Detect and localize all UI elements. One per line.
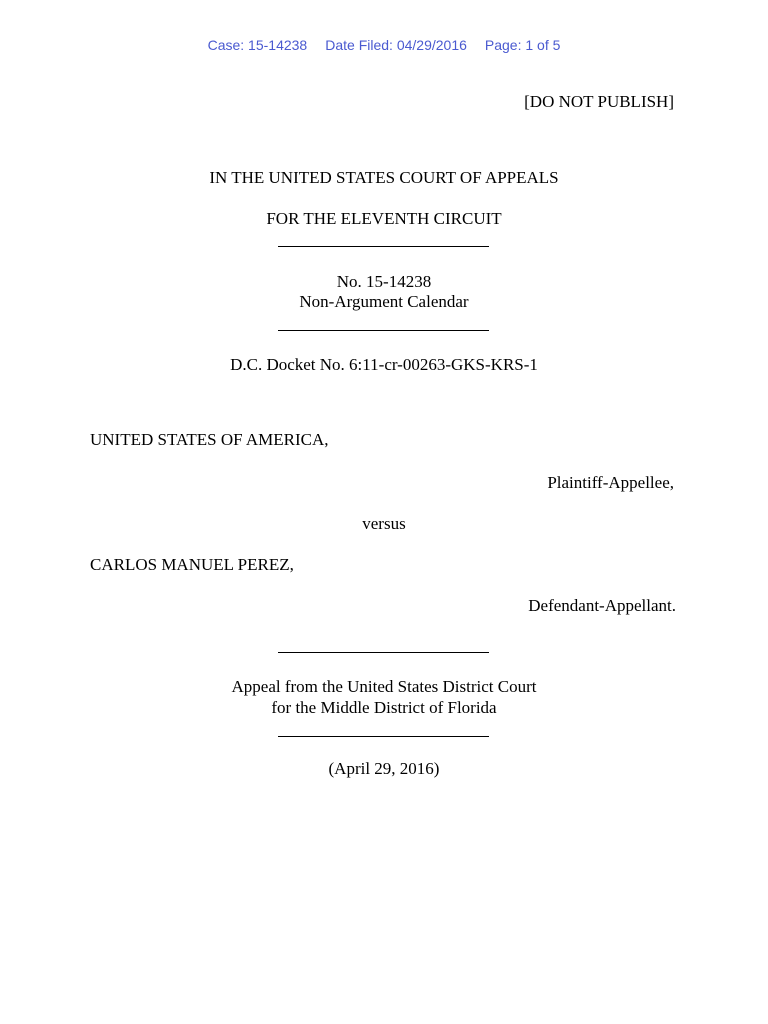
appeal-line2: for the Middle District of Florida [271, 698, 497, 717]
filing-header [0, 37, 768, 53]
versus-label: versus [362, 514, 406, 533]
divider-rule [278, 652, 489, 653]
case-number-stamp: Case: 15-14238 [207, 37, 308, 53]
appeal-line1: Appeal from the United States District Court [231, 677, 537, 696]
calendar-type: Non-Argument Calendar [299, 292, 469, 311]
plaintiff-role: Plaintiff-Appellee, [547, 473, 674, 492]
plaintiff-name: UNITED STATES OF AMERICA, [90, 430, 329, 449]
divider-rule [278, 330, 489, 331]
decision-date: (April 29, 2016) [328, 759, 440, 778]
date-filed-stamp: Date Filed: 04/29/2016 [325, 37, 467, 53]
page-count-stamp: Page: 1 of 5 [484, 37, 561, 53]
divider-rule [278, 246, 489, 247]
divider-rule [278, 736, 489, 737]
court-name-line2: FOR THE ELEVENTH CIRCUIT [266, 209, 502, 228]
case-number: No. 15-14238 [336, 272, 432, 291]
docket-number: D.C. Docket No. 6:11-cr-00263-GKS-KRS-1 [230, 355, 538, 374]
publish-notice: [DO NOT PUBLISH] [524, 92, 674, 111]
court-name-line1: IN THE UNITED STATES COURT OF APPEALS [209, 168, 559, 187]
defendant-name: CARLOS MANUEL PEREZ, [90, 555, 294, 574]
defendant-role: Defendant-Appellant. [528, 596, 676, 615]
